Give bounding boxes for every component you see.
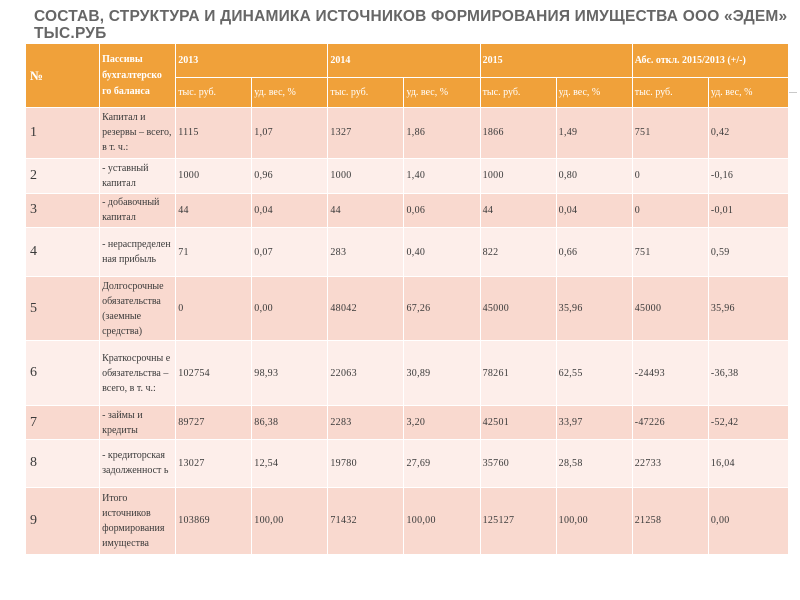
cell-share-2013: 0,96 bbox=[252, 158, 328, 193]
header-no: № bbox=[26, 44, 100, 108]
header-year-2014: 2014 bbox=[328, 44, 480, 78]
cell-rub-2013: 13027 bbox=[176, 439, 252, 487]
row-number: 9 bbox=[26, 487, 100, 554]
table-row bbox=[26, 228, 789, 277]
header-rub-2015: тыс. руб. bbox=[480, 78, 556, 108]
row-number: 1 bbox=[26, 108, 100, 159]
table-row bbox=[26, 108, 789, 159]
cell-share-deviation: 16,04 bbox=[708, 439, 788, 487]
cell-share-2013: 0,07 bbox=[252, 228, 328, 277]
row-label: - нераспределен ная прибыль bbox=[100, 228, 176, 277]
header-year-2013: 2013 bbox=[176, 44, 328, 78]
row-number: 6 bbox=[26, 341, 100, 406]
cell-rub-deviation: 21258 bbox=[632, 487, 708, 554]
table-row bbox=[26, 406, 789, 440]
table-body bbox=[26, 108, 789, 555]
cell-rub-2014: 283 bbox=[328, 228, 404, 277]
row-label: Краткосрочны е обязательства – всего, в т. ч.: bbox=[100, 341, 176, 406]
cell-rub-2013: 89727 bbox=[176, 406, 252, 440]
cell-rub-2013: 0 bbox=[176, 276, 252, 340]
cell-rub-2013: 103869 bbox=[176, 487, 252, 554]
cell-share-deviation: 0,59 bbox=[708, 228, 788, 277]
cell-share-deviation: 35,96 bbox=[708, 276, 788, 340]
cell-share-2015: 28,58 bbox=[556, 439, 632, 487]
row-number: 7 bbox=[26, 406, 100, 440]
cell-rub-2014: 44 bbox=[328, 193, 404, 228]
header-rub-2013: тыс. руб. bbox=[176, 78, 252, 108]
cell-rub-2014: 2283 bbox=[328, 406, 404, 440]
cell-share-deviation: -52,42 bbox=[708, 406, 788, 440]
cell-share-2015: 100,00 bbox=[556, 487, 632, 554]
cell-share-2014: 0,40 bbox=[404, 228, 480, 277]
cell-rub-2014: 19780 bbox=[328, 439, 404, 487]
cell-share-2015: 33,97 bbox=[556, 406, 632, 440]
cell-share-deviation: 0,42 bbox=[708, 108, 788, 159]
cell-share-2014: 0,06 bbox=[404, 193, 480, 228]
cell-rub-2013: 1115 bbox=[176, 108, 252, 159]
cell-share-2015: 0,66 bbox=[556, 228, 632, 277]
decorative-line bbox=[789, 92, 797, 93]
header-rub-2014: тыс. руб. bbox=[328, 78, 404, 108]
row-label: - кредиторская задолженност ь bbox=[100, 439, 176, 487]
header-share-2014: уд. вес, % bbox=[404, 78, 480, 108]
liabilities-table bbox=[25, 43, 789, 555]
cell-share-2014: 100,00 bbox=[404, 487, 480, 554]
cell-share-2015: 0,80 bbox=[556, 158, 632, 193]
cell-rub-2015: 1866 bbox=[480, 108, 556, 159]
row-label: Капитал и резервы – всего, в т. ч.: bbox=[100, 108, 176, 159]
header-share-2013: уд. вес, % bbox=[252, 78, 328, 108]
cell-share-deviation: -0,01 bbox=[708, 193, 788, 228]
row-number: 5 bbox=[26, 276, 100, 340]
cell-share-2013: 86,38 bbox=[252, 406, 328, 440]
cell-rub-2015: 125127 bbox=[480, 487, 556, 554]
header-year-2015: 2015 bbox=[480, 44, 632, 78]
cell-rub-deviation: -24493 bbox=[632, 341, 708, 406]
table-row bbox=[26, 439, 789, 487]
header-share-deviation: уд. вес, % bbox=[708, 78, 788, 108]
cell-rub-2015: 78261 bbox=[480, 341, 556, 406]
cell-rub-2015: 45000 bbox=[480, 276, 556, 340]
cell-rub-2013: 1000 bbox=[176, 158, 252, 193]
row-number: 2 bbox=[26, 158, 100, 193]
header-abs-deviation: Абс. откл. 2015/2013 (+/-) bbox=[632, 44, 788, 78]
cell-share-2013: 98,93 bbox=[252, 341, 328, 406]
cell-rub-2014: 71432 bbox=[328, 487, 404, 554]
header-row-years bbox=[26, 44, 789, 78]
cell-rub-2015: 44 bbox=[480, 193, 556, 228]
row-label: Итого источников формирования имущества bbox=[100, 487, 176, 554]
row-label: Долгосрочные обязательства (заемные средства) bbox=[100, 276, 176, 340]
cell-share-2014: 1,40 bbox=[404, 158, 480, 193]
table-row bbox=[26, 276, 789, 340]
cell-rub-2015: 42501 bbox=[480, 406, 556, 440]
page-title: СОСТАВ, СТРУКТУРА И ДИНАМИКА ИСТОЧНИКОВ ФОРМИРОВАНИЯ ИМУЩЕСТВА ООО «ЭДЕМ» ТЫС.РУБ bbox=[34, 8, 788, 42]
cell-share-2015: 62,55 bbox=[556, 341, 632, 406]
table-header bbox=[26, 44, 789, 108]
cell-share-2014: 30,89 bbox=[404, 341, 480, 406]
cell-rub-deviation: 45000 bbox=[632, 276, 708, 340]
cell-share-2013: 1,07 bbox=[252, 108, 328, 159]
cell-rub-deviation: 751 bbox=[632, 108, 708, 159]
header-passive: Пассивы бухгалтерско го баланса bbox=[100, 44, 176, 108]
cell-rub-2013: 102754 bbox=[176, 341, 252, 406]
cell-share-2015: 1,49 bbox=[556, 108, 632, 159]
cell-share-2013: 100,00 bbox=[252, 487, 328, 554]
cell-rub-deviation: 0 bbox=[632, 193, 708, 228]
cell-rub-2013: 71 bbox=[176, 228, 252, 277]
cell-rub-deviation: 22733 bbox=[632, 439, 708, 487]
cell-share-2014: 67,26 bbox=[404, 276, 480, 340]
row-number: 8 bbox=[26, 439, 100, 487]
cell-share-deviation: 0,00 bbox=[708, 487, 788, 554]
cell-share-deviation: -36,38 bbox=[708, 341, 788, 406]
cell-share-deviation: -0,16 bbox=[708, 158, 788, 193]
header-rub-deviation: тыс. руб. bbox=[632, 78, 708, 108]
table-container bbox=[25, 43, 789, 555]
cell-rub-2015: 822 bbox=[480, 228, 556, 277]
cell-rub-2014: 48042 bbox=[328, 276, 404, 340]
cell-share-2015: 35,96 bbox=[556, 276, 632, 340]
cell-share-2015: 0,04 bbox=[556, 193, 632, 228]
row-label: - добавочный капитал bbox=[100, 193, 176, 228]
cell-rub-deviation: 0 bbox=[632, 158, 708, 193]
row-number: 3 bbox=[26, 193, 100, 228]
cell-rub-2013: 44 bbox=[176, 193, 252, 228]
row-label: - займы и кредиты bbox=[100, 406, 176, 440]
table-row bbox=[26, 158, 789, 193]
table-row bbox=[26, 487, 789, 554]
cell-rub-2015: 1000 bbox=[480, 158, 556, 193]
cell-rub-2014: 1000 bbox=[328, 158, 404, 193]
cell-share-2013: 12,54 bbox=[252, 439, 328, 487]
cell-rub-2014: 1327 bbox=[328, 108, 404, 159]
cell-rub-deviation: -47226 bbox=[632, 406, 708, 440]
cell-rub-deviation: 751 bbox=[632, 228, 708, 277]
table-row bbox=[26, 193, 789, 228]
cell-share-2014: 27,69 bbox=[404, 439, 480, 487]
header-share-2015: уд. вес, % bbox=[556, 78, 632, 108]
cell-share-2014: 1,86 bbox=[404, 108, 480, 159]
cell-share-2013: 0,04 bbox=[252, 193, 328, 228]
row-number: 4 bbox=[26, 228, 100, 277]
cell-share-2014: 3,20 bbox=[404, 406, 480, 440]
cell-rub-2015: 35760 bbox=[480, 439, 556, 487]
cell-rub-2014: 22063 bbox=[328, 341, 404, 406]
table-row bbox=[26, 341, 789, 406]
row-label: - уставный капитал bbox=[100, 158, 176, 193]
cell-share-2013: 0,00 bbox=[252, 276, 328, 340]
